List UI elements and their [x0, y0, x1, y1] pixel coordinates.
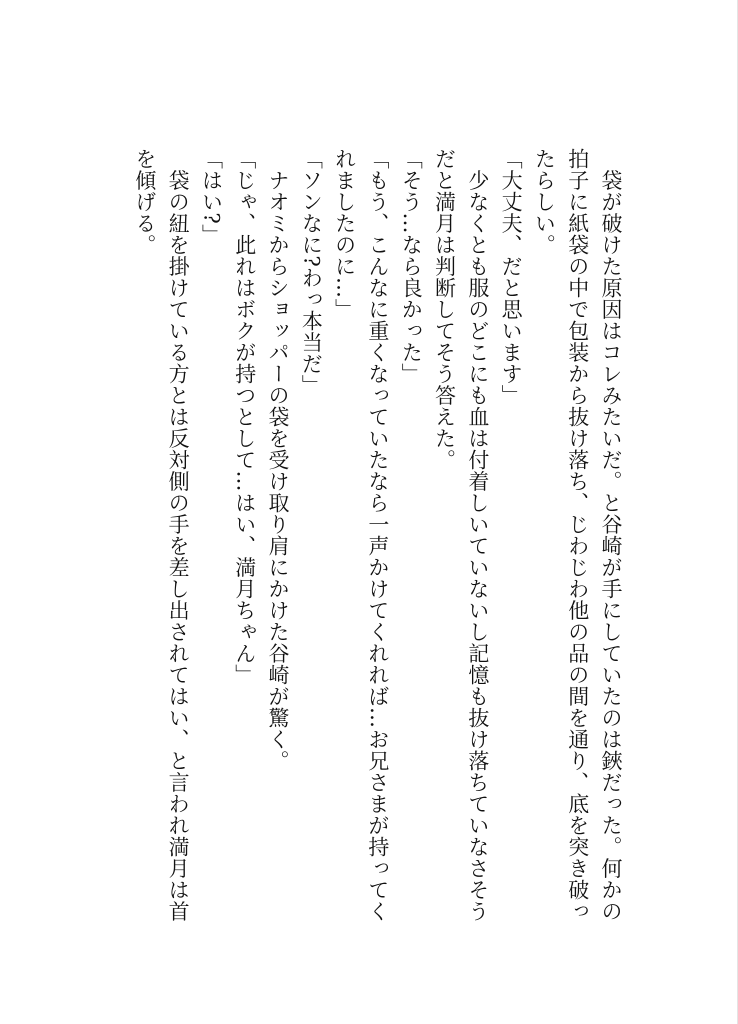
text-line: 拍子に紙袋の中で包装から抜け落ち、じわじわ他の品の間を通り、底を突き破っ — [565, 148, 590, 922]
text-line: 「そう…なら良かった」 — [399, 148, 424, 385]
text-line: 袋が破けた原因はコレみたいだ。と谷崎が手にしていたのは鋏だった。何かの — [599, 148, 623, 922]
text-line: を傾げる。 — [132, 148, 157, 256]
text-line: 「はい?」 — [199, 148, 224, 246]
text-line: 少なくとも服のどこにも血は付着しいていないし記憶も抜け落ちていなさそう — [465, 148, 490, 922]
text-line: だと満月は判断してそう答えた。 — [432, 148, 457, 471]
text-line: ナオミからショッパーの袋を受け取り肩にかけた谷崎が驚く。 — [266, 148, 291, 772]
text-line: 「もう、こんなに重くなっていたなら一声かけてくれれば…お兄さまが持ってく — [365, 148, 390, 922]
text-line: れましたのに…」 — [332, 148, 357, 320]
text-line: 「大丈夫、だと思います」 — [499, 148, 524, 406]
vertical-text-body — [128, 148, 627, 922]
text-line: 袋の紐を掛けている方とは反対側の手を差し出されてはい、と言われ満月は首 — [166, 148, 191, 922]
text-line: 「ソンなに?わっ本当だ」 — [299, 148, 324, 397]
text-line: 「じゃ、此れはボクが持つとして…はい、満月ちゃん」 — [232, 148, 257, 686]
text-line: たらしい。 — [532, 148, 557, 256]
